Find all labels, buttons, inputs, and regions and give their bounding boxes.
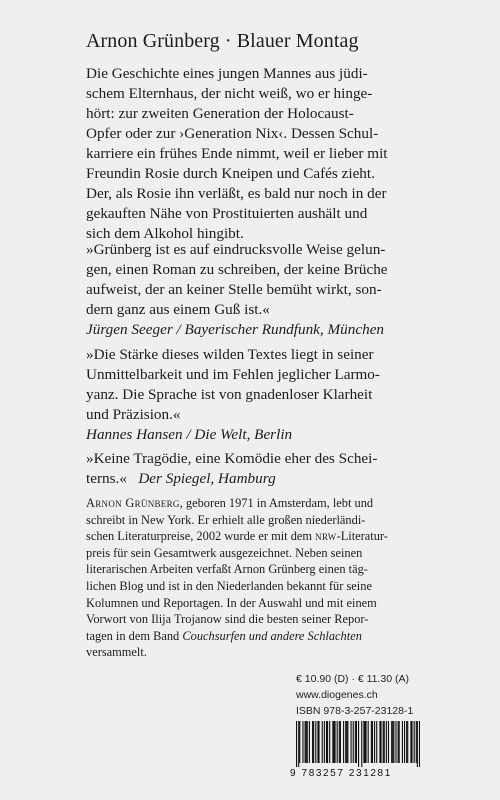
price: € 10.90 (D) · € 11.30 (A) [296, 673, 410, 685]
barcode-bar [374, 721, 375, 763]
synopsis-line: Die Geschichte eines jungen Mannes aus jüdi- [86, 65, 368, 82]
barcode-bar [313, 721, 314, 763]
barcode-bar [365, 721, 366, 763]
barcode-bar [417, 721, 418, 767]
barcode-bar [414, 721, 415, 763]
barcode-bar [393, 721, 394, 763]
author-name: Arnon Grünberg [86, 496, 180, 510]
barcode-bar [386, 721, 387, 763]
quote-line: »Keine Tragödie, eine Komödie eher des Schei- [86, 450, 378, 467]
barcode-bar [358, 721, 359, 767]
synopsis-line: Freundin Rosie durch Kneipen und Cafés zieht. [86, 165, 375, 182]
quote-line: aufweist, der an keiner Stelle bemüht wirkt, son- [86, 281, 382, 298]
barcode-bar [383, 721, 384, 763]
synopsis [86, 64, 410, 244]
quote-source: Hannes Hansen / Die Welt, Berlin [86, 426, 293, 443]
barcode-bar [312, 721, 313, 763]
prize-name: nrw [315, 529, 337, 544]
barcode-bar [411, 721, 412, 763]
barcode-digits: 9 783257 231281 [290, 768, 392, 779]
barcode-bar [395, 721, 396, 763]
barcode-bar [309, 721, 310, 763]
bio-line: versammelt. [86, 645, 147, 660]
referenced-book-title: Couchsurfen und andere Schlachten [182, 628, 362, 643]
barcode-bar [399, 721, 400, 763]
bio-line: schen Literaturpreise, 2002 wurde er mit dem nrw-Literatur- [86, 529, 388, 544]
barcode-bar [410, 721, 411, 763]
barcode-bar [315, 721, 316, 763]
bio-line: literarischen Arbeiten verfaßt Arnon Grünberg einen täg- [86, 562, 368, 577]
book-info [296, 671, 426, 719]
author-bio [86, 495, 410, 661]
quote-source: Jürgen Seeger / Bayerischer Rundfunk, München [86, 321, 385, 338]
bio-line: schreibt in New York. Er erhielt alle großen niederländi- [86, 512, 366, 527]
barcode-bar [327, 721, 328, 763]
quote-line: »Die Stärke dieses wilden Textes liegt in seiner [86, 346, 374, 363]
quote-line: gen, einen Roman zu schreiben, der keine Brüche [86, 261, 388, 278]
review-quote-2 [86, 345, 410, 445]
synopsis-line: Der, als Rosie ihn verläßt, es bald nur noch in der [86, 185, 387, 202]
bio-line: Vorwort von Ilija Trojanow sind die besten seiner Repor- [86, 612, 369, 627]
bio-line: lichen Blog und ist in den Niederlanden bekannt für seine [86, 578, 372, 593]
barcode-bar [329, 721, 330, 763]
barcode-bar [384, 721, 385, 763]
synopsis-line: gekauften Nähe von Prostituierten aushält und [86, 205, 368, 222]
quote-line: und Präzision.« [86, 406, 181, 423]
quote-line: yanz. Die Sprache ist von gnadenloser Klarheit [86, 386, 373, 403]
synopsis-line: hört: zur zweiten Generation der Holocaust- [86, 105, 354, 122]
publisher-website: www.diogenes.ch [296, 689, 378, 701]
barcode-bar [339, 721, 340, 763]
barcode-bar [343, 721, 344, 763]
barcode-bar [376, 721, 377, 763]
barcode-bar [326, 721, 327, 763]
barcode-bar [402, 721, 403, 763]
quote-line: Unmittelbarkeit und im Fehlen jeglicher Larmo- [86, 366, 380, 383]
isbn: ISBN 978-3-257-23128-1 [296, 705, 414, 717]
quote-line-with-source [86, 469, 410, 489]
barcode-bar [306, 721, 307, 763]
barcode-bar [351, 721, 352, 763]
barcode-bar [353, 721, 354, 763]
barcode-bar [371, 721, 372, 763]
barcode-bar [333, 721, 334, 763]
barcode-bar [298, 721, 299, 767]
barcode-bar [419, 721, 420, 767]
synopsis-line: Opfer oder zur ›Generation Nix‹. Dessen Schul- [86, 125, 379, 142]
barcode-bar [380, 721, 381, 763]
barcode-bar [337, 721, 338, 763]
barcode-bar [340, 721, 341, 763]
quote-source: Der Spiegel, Hamburg [138, 470, 276, 487]
barcode-bar [305, 721, 306, 763]
barcode-bar [317, 721, 318, 763]
barcode-bar [299, 721, 300, 763]
barcode-bar [302, 721, 303, 763]
synopsis-line: schem Elternhaus, der nicht weiß, wo er hinge- [86, 85, 373, 102]
barcode-bar [324, 721, 325, 763]
barcode-bar [345, 721, 346, 763]
barcode-bar [406, 721, 407, 763]
barcode-bar [364, 721, 365, 763]
barcode-bar [361, 721, 362, 767]
barcode-bar [332, 721, 333, 763]
barcode-bar [363, 721, 364, 763]
barcode-bar [416, 721, 417, 763]
barcode-bar [318, 721, 319, 763]
book-title: Arnon Grünberg · Blauer Montag [86, 30, 359, 52]
barcode-bar [379, 721, 380, 763]
quote-line: dern ganz aus einem Guß ist.« [86, 301, 270, 318]
synopsis-line: sich dem Alkohol hingibt. [86, 225, 244, 242]
barcode-bar [368, 721, 369, 763]
barcode-bar [388, 721, 389, 763]
quote-line: »Grünberg ist es auf eindrucksvolle Weise gelun- [86, 241, 386, 258]
barcode-bar [391, 721, 392, 763]
barcode-bar [347, 721, 348, 763]
synopsis-line: karriere ein frühes Ende nimmt, weil er lieber mit [86, 145, 388, 162]
barcode-bar [307, 721, 308, 763]
barcode-bar [346, 721, 347, 763]
bio-line: Kolumnen und Reportagen. In der Auswahl und mit einem [86, 595, 377, 610]
review-quote-1 [86, 240, 410, 340]
barcode-bar [355, 721, 356, 763]
quote-line: terns.« [86, 470, 127, 487]
barcode-bar [392, 721, 393, 763]
barcode-bar [407, 721, 408, 763]
review-quote-3 [86, 449, 410, 489]
barcode-icon [296, 721, 420, 767]
bio-line: preis für sein Gesamtwerk ausgezeichnet. Neben seinen [86, 545, 363, 560]
bio-line: tagen in dem Band Couchsurfen und andere Schlachten [86, 628, 362, 643]
barcode-bar [356, 721, 357, 763]
barcode-bar [372, 721, 373, 763]
bio-line: Arnon Grünberg, geboren 1971 in Amsterdam, lebt und [86, 496, 374, 510]
barcode-bar [404, 721, 405, 763]
barcode-bar [334, 721, 335, 763]
barcode-bar [398, 721, 399, 763]
barcode-bar [322, 721, 323, 763]
barcode-bar [296, 721, 297, 767]
